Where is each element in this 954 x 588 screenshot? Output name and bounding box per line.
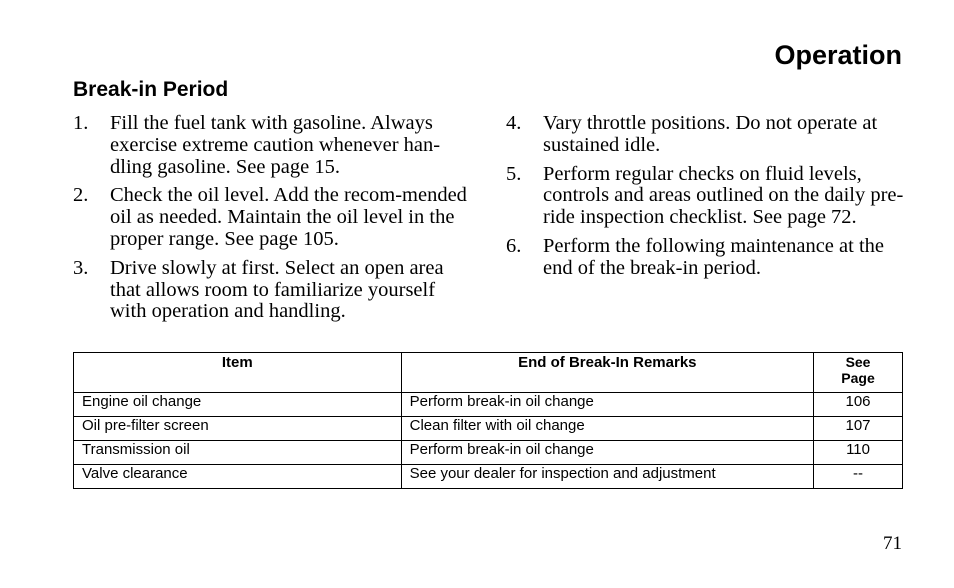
page-number: 71 [883,533,902,554]
cell-item: Oil pre-filter screen [74,417,402,441]
list-item [506,113,906,157]
list-item [73,258,473,323]
table-row [74,465,903,489]
cell-page: -- [814,465,903,489]
break-in-table [73,352,903,489]
cell-item: Valve clearance [74,465,402,489]
list-item [73,185,473,250]
column-header-page [814,353,903,393]
cell-remarks: Perform break-in oil change [401,441,813,465]
cell-remarks: Clean filter with oil change [401,417,813,441]
list-item [506,236,906,280]
table-row [74,441,903,465]
steps-right-column [506,113,906,287]
section-title: Operation [774,40,902,70]
steps-left-column [73,113,473,330]
cell-remarks: Perform break-in oil change [401,393,813,417]
subsection-title: Break-in Period [73,78,229,101]
step-text: Drive slowly at first. Select an open area that allows room to familiarize yourself with operation and handling. [110,256,444,323]
step-number: 1. [73,112,89,134]
table-row [74,393,903,417]
list-item [506,164,906,229]
cell-page: 106 [814,393,903,417]
step-text: Perform regular checks on fluid levels, controls and areas outlined on the daily pre-ride inspection checklist. See page 72. [543,162,904,229]
cell-page: 110 [814,441,903,465]
step-number: 3. [73,256,89,279]
column-header-item: Item [74,353,402,393]
step-text: Perform the following maintenance at the end of the break-in period. [543,234,884,279]
step-number: 5. [506,162,522,185]
table-row [74,417,903,441]
column-header-page-line1: See [845,354,871,370]
cell-remarks: See your dealer for inspection and adjustment [401,465,813,489]
list-item [73,113,473,178]
cell-page: 107 [814,417,903,441]
cell-item: Engine oil change [74,393,402,417]
step-text: Check the oil level. Add the recom-mended oil as needed. Maintain the oil level in the proper range. See page 105. [110,184,467,250]
cell-item: Transmission oil [74,441,402,465]
step-number: 2. [73,184,89,207]
step-text: Vary throttle positions. Do not operate at sustained idle. [543,112,878,156]
step-number: 4. [506,112,522,134]
table-header-row [74,353,903,393]
step-number: 6. [506,234,522,257]
column-header-page-line2: Page [841,370,875,386]
column-header-remarks: End of Break-In Remarks [401,353,813,393]
step-text: Fill the fuel tank with gasoline. Always exercise extreme caution whenever han-dling gasoline. See page 15. [110,112,441,178]
